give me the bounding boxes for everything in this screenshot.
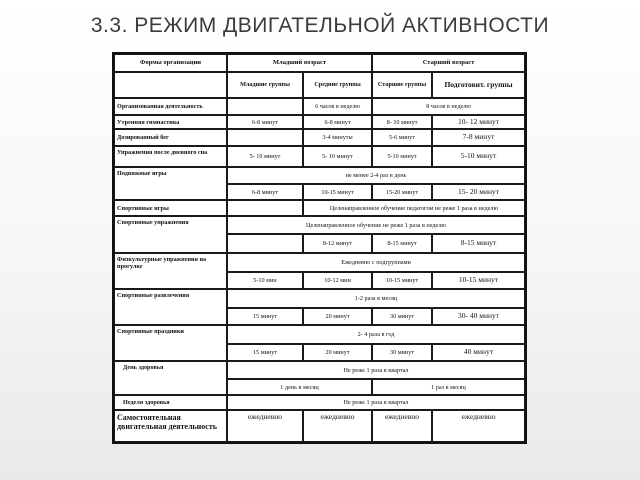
cell: Целенаправленное обучение не реже 1 раза в неделю <box>227 216 525 235</box>
row-label-dosed-run: Дозированный бег <box>114 129 227 146</box>
cell: 10-15 минут <box>372 272 432 290</box>
cell: 30- 40 минут <box>432 308 525 326</box>
slide-title: 3.3. РЕЖИМ ДВИГАТЕЛЬНОЙ АКТИВНОСТИ <box>90 14 550 37</box>
cell <box>227 200 303 215</box>
table-subheader-row <box>114 72 525 99</box>
cell: 8-12 минут <box>303 234 372 253</box>
cell <box>227 234 303 253</box>
cell: не менее 2-4 раз в день <box>227 167 525 184</box>
table-row <box>114 129 525 146</box>
cell: 3-4 минуты <box>303 129 372 146</box>
cell: 2- 4 раза в год <box>227 325 525 344</box>
table-row <box>114 216 525 235</box>
cell: 6-8 минут <box>303 115 372 129</box>
cell: 30 минут <box>372 344 432 362</box>
header-forms: Формы организации <box>114 54 227 72</box>
cell: 15-20 минут <box>372 184 432 201</box>
cell: Не реже 1 раза в квартал <box>227 395 525 409</box>
cell: 8- 10 минут <box>372 115 432 129</box>
row-label-independent: Самостоятельная двигательная деятельность <box>114 410 227 442</box>
cell: 10- 12 минут <box>432 115 525 129</box>
cell: 15 минут <box>227 308 303 326</box>
header-preparatory-groups: Подготовит. группы <box>432 72 525 99</box>
header-senior-age: Старший возраст <box>372 54 525 72</box>
table-row <box>114 167 525 184</box>
cell: 40 минут <box>432 344 525 362</box>
cell: 5-6 минут <box>372 129 432 146</box>
row-label-health-day: День здоровья <box>114 361 227 395</box>
table-row <box>114 253 525 272</box>
cell: ежедневно <box>432 410 525 442</box>
row-label-morning: Утренняя гимнастика <box>114 115 227 129</box>
cell: 6 часов в неделю <box>303 98 372 115</box>
cell: 8 часов в неделю <box>372 98 525 115</box>
table-row <box>114 325 525 344</box>
cell: 10-15 минут <box>303 184 372 201</box>
cell: 5-10 минут <box>432 146 525 168</box>
cell: 8-15 минут <box>432 234 525 253</box>
row-label-walk-exercises: Физкультурные упражнения на прогулке <box>114 253 227 289</box>
cell: 30 минут <box>372 308 432 326</box>
table-row <box>114 146 525 168</box>
row-label-entertainment: Спортивные развлечения <box>114 289 227 325</box>
cell: ежедневно <box>303 410 372 442</box>
cell: 10-15 минут <box>432 272 525 290</box>
table-header-row <box>114 54 525 72</box>
row-label-organized: Организованная деятельность <box>114 98 227 115</box>
row-label-sport-exercises: Спортивные упражнения <box>114 216 227 253</box>
cell: 15- 20 минут <box>432 184 525 201</box>
header-junior-age: Младший возраст <box>227 54 372 72</box>
cell: 5-10 мин <box>227 272 303 290</box>
table-row <box>114 361 525 379</box>
cell: 1-2 раза в месяц <box>227 289 525 308</box>
header-blank-cell <box>114 72 227 99</box>
cell: 5-10 минут <box>372 146 432 168</box>
cell: Целенаправленное обучение педагогом не реже 1 раза в неделю <box>303 200 525 215</box>
cell: ежедневно <box>227 410 303 442</box>
cell: 10-12 мин <box>303 272 372 290</box>
cell: ежедневно <box>372 410 432 442</box>
table-row <box>114 98 525 115</box>
cell: Ежедневно с подгруппами <box>227 253 525 272</box>
cell: 5- 10 минут <box>227 146 303 168</box>
table-row <box>114 289 525 308</box>
row-label-sport-games: Спортивные игры <box>114 200 227 215</box>
header-senior-groups: Старшие группы <box>372 72 432 99</box>
cell: Не реже 1 раза в квартал <box>227 361 525 379</box>
cell: 7-8 минут <box>432 129 525 146</box>
cell <box>227 129 303 146</box>
cell: 6-8 минут <box>227 115 303 129</box>
cell: 1 день в месяц <box>227 379 372 396</box>
header-middle-groups: Средние группы <box>303 72 372 99</box>
cell <box>227 98 303 115</box>
cell: 5- 10 минут <box>303 146 372 168</box>
row-label-holidays: Спортивные праздники <box>114 325 227 361</box>
cell: 6-8 минут <box>227 184 303 201</box>
header-junior-groups: Младшие группы <box>227 72 303 99</box>
table-row <box>114 410 525 442</box>
table-row <box>114 395 525 409</box>
cell: 15 минут <box>227 344 303 362</box>
row-label-health-week: Неделя здоровья <box>114 395 227 409</box>
activity-table <box>112 52 527 444</box>
cell: 8-15 минут <box>372 234 432 253</box>
table-row <box>114 115 525 129</box>
row-label-outdoor-games: Подвижные игры <box>114 167 227 200</box>
row-label-after-nap: Упражнения после дневного сна <box>114 146 227 168</box>
cell: 1 раз в месяц <box>372 379 525 396</box>
cell: 20 минут <box>303 308 372 326</box>
cell: 20 минут <box>303 344 372 362</box>
table-row <box>114 200 525 215</box>
